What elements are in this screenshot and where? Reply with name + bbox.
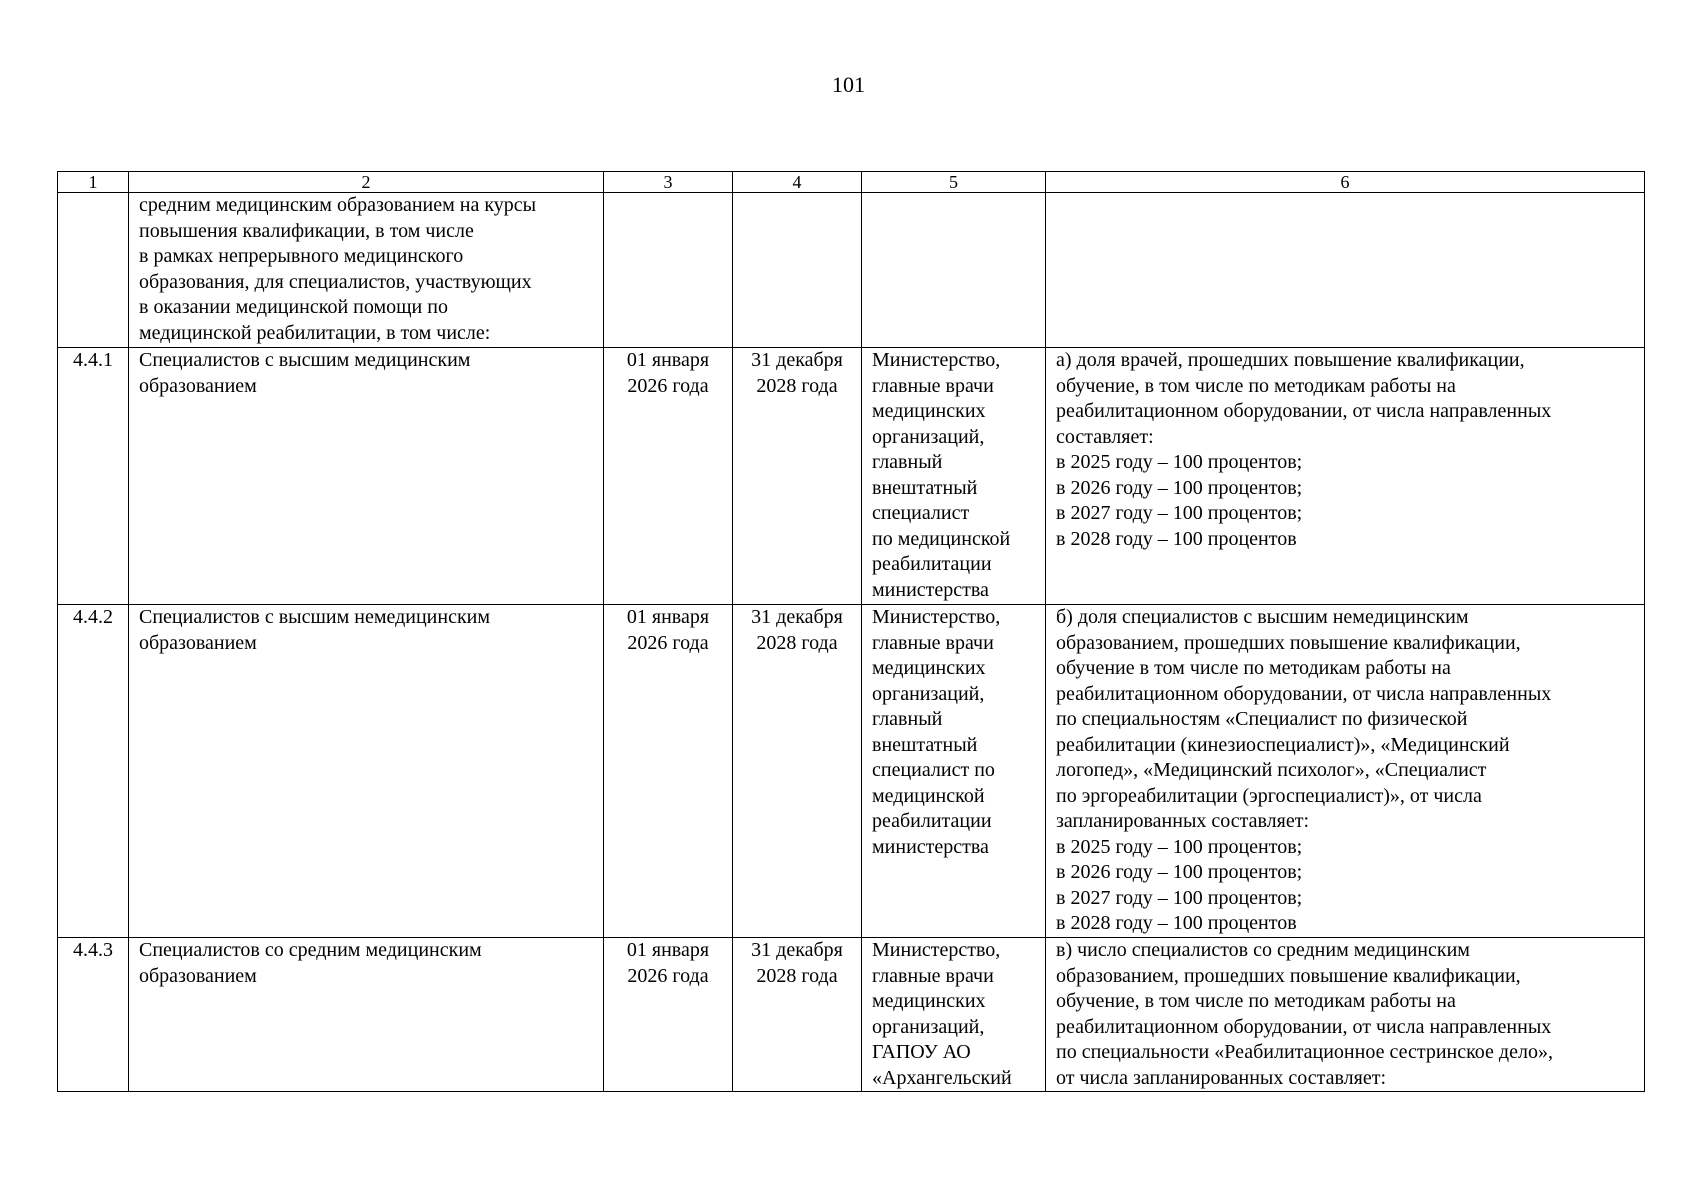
text-line: главные врачи <box>872 374 994 397</box>
text-line: в 2027 году – 100 процентов; <box>1056 502 1303 524</box>
text-line: образованием, прошедших повышение квалификации, <box>1056 964 1521 987</box>
text-line: министерства <box>872 835 989 858</box>
text-line: логопед», «Медицинский психолог», «Специалист <box>1056 759 1487 781</box>
responsible-cell <box>862 348 1046 605</box>
text-line: медицинских <box>872 990 986 1012</box>
num-cell: 4.4.3 <box>58 938 129 1092</box>
start-date-cell <box>604 348 733 605</box>
responsible-cell <box>862 193 1046 348</box>
text-line: 31 декабря <box>751 606 843 628</box>
text-line: Министерство, <box>872 349 1001 371</box>
column-number-4: 4 <box>733 172 862 193</box>
start-date-cell <box>604 605 733 938</box>
column-number-5: 5 <box>862 172 1046 193</box>
column-number-3: 3 <box>604 172 733 193</box>
text-line: организаций, <box>872 425 985 448</box>
text-line: средним медицинским образованием на курсы <box>139 194 537 216</box>
text-line: медицинской реабилитации, в том числе: <box>139 321 491 344</box>
text-line: организаций, <box>872 1015 985 1038</box>
text-line: в оказании медицинской помощи по <box>139 296 448 318</box>
text-line: образованием <box>139 631 257 654</box>
text-line: образованием <box>139 374 257 397</box>
text-line: составляет: <box>1056 425 1154 448</box>
table-row <box>58 605 1645 938</box>
text-line: запланированных составляет: <box>1056 810 1310 832</box>
text-line: реабилитационном оборудовании, от числа направленных <box>1056 1015 1552 1038</box>
text-line: по специальности «Реабилитационное сестринское дело», <box>1056 1041 1553 1063</box>
text-line: 2026 года <box>627 631 709 654</box>
text-line: главный <box>872 451 943 473</box>
end-date-cell <box>733 605 862 938</box>
text-line: 2026 года <box>627 964 709 987</box>
responsible-cell <box>862 938 1046 1092</box>
text-line: специалист <box>872 502 970 524</box>
text-line: по эргореабилитации (эргоспециалист)», от числа <box>1056 784 1482 807</box>
text-line: образованием <box>139 964 257 987</box>
result-cell <box>1046 348 1645 605</box>
text-line: главные врачи <box>872 631 994 654</box>
result-cell <box>1046 193 1645 348</box>
text-line: в рамках непрерывного медицинского <box>139 245 464 267</box>
text-line: 2026 года <box>627 374 709 397</box>
end-date-cell <box>733 938 862 1092</box>
text-line: «Архангельский <box>872 1066 1012 1089</box>
text-line: министерства <box>872 578 989 601</box>
text-line: внештатный <box>872 476 978 499</box>
name-cell <box>129 605 604 938</box>
text-line: внештатный <box>872 733 978 756</box>
column-number-1: 1 <box>58 172 129 193</box>
name-cell <box>129 348 604 605</box>
text-line: в) число специалистов со средним медицинским <box>1056 939 1470 961</box>
text-line: б) доля специалистов с высшим немедицинским <box>1056 606 1469 628</box>
text-line: в 2025 году – 100 процентов; <box>1056 451 1303 473</box>
text-line: по специальностям «Специалист по физической <box>1056 708 1468 730</box>
text-line: 2028 года <box>756 964 838 987</box>
text-line: ГАПОУ АО <box>872 1041 971 1063</box>
text-line: реабилитационном оборудовании, от числа направленных <box>1056 400 1552 422</box>
table-header-row <box>58 172 1645 193</box>
measures-table <box>57 171 1645 1092</box>
text-line: образованием, прошедших повышение квалификации, <box>1056 631 1521 654</box>
end-date-cell <box>733 193 862 348</box>
text-line: 2028 года <box>756 374 838 397</box>
text-line: повышения квалификации, в том числе <box>139 219 474 242</box>
text-line: медицинских <box>872 400 986 422</box>
text-line: медицинских <box>872 657 986 679</box>
num-cell: 4.4.2 <box>58 605 129 938</box>
text-line: в 2028 году – 100 процентов <box>1056 912 1297 934</box>
num-cell <box>58 193 129 348</box>
text-line: специалист по <box>872 759 995 781</box>
text-line: обучение, в том числе по методикам работы на <box>1056 990 1456 1012</box>
text-line: обучение в том числе по методикам работы на <box>1056 657 1451 679</box>
column-number-2: 2 <box>129 172 604 193</box>
start-date-cell <box>604 193 733 348</box>
text-line: 01 января <box>626 349 710 371</box>
result-cell <box>1046 605 1645 938</box>
name-cell <box>129 193 604 348</box>
text-line: в 2027 году – 100 процентов; <box>1056 886 1303 909</box>
text-line: 31 декабря <box>751 349 843 371</box>
text-line: в 2025 году – 100 процентов; <box>1056 835 1303 858</box>
text-line: реабилитационном оборудовании, от числа направленных <box>1056 682 1552 705</box>
result-cell <box>1046 938 1645 1092</box>
text-line: реабилитации (кинезиоспециалист)», «Медицинский <box>1056 733 1510 756</box>
text-line: организаций, <box>872 682 985 705</box>
text-line: главный <box>872 708 943 730</box>
text-line: 01 января <box>626 939 710 961</box>
responsible-cell <box>862 605 1046 938</box>
page-number: 101 <box>832 72 865 97</box>
text-line: главные врачи <box>872 964 994 987</box>
table-row <box>58 348 1645 605</box>
table-row-continuation <box>58 193 1645 348</box>
text-line: 31 декабря <box>751 939 843 961</box>
table-row <box>58 938 1645 1092</box>
text-line: в 2026 году – 100 процентов; <box>1056 476 1303 499</box>
text-line: реабилитации <box>872 553 992 575</box>
end-date-cell <box>733 348 862 605</box>
column-number-6: 6 <box>1046 172 1645 193</box>
text-line: в 2026 году – 100 процентов; <box>1056 861 1303 883</box>
text-line: 01 января <box>626 606 710 628</box>
text-line: по медицинской <box>872 527 1011 550</box>
text-line: в 2028 году – 100 процентов <box>1056 527 1297 550</box>
text-line: обучение, в том числе по методикам работы на <box>1056 374 1456 397</box>
text-line: 2028 года <box>756 631 838 654</box>
text-line: Специалистов с высшим немедицинским <box>139 606 491 628</box>
text-line: Специалистов с высшим медицинским <box>139 349 471 371</box>
num-cell: 4.4.1 <box>58 348 129 605</box>
name-cell <box>129 938 604 1092</box>
text-line: Министерство, <box>872 606 1001 628</box>
text-line: от числа запланированных составляет: <box>1056 1066 1386 1089</box>
text-line: реабилитации <box>872 810 992 832</box>
text-line: Специалистов со средним медицинским <box>139 939 482 961</box>
text-line: Министерство, <box>872 939 1001 961</box>
start-date-cell <box>604 938 733 1092</box>
text-line: образования, для специалистов, участвующих <box>139 270 532 293</box>
text-line: медицинской <box>872 784 985 807</box>
text-line: а) доля врачей, прошедших повышение квалификации, <box>1056 349 1525 371</box>
